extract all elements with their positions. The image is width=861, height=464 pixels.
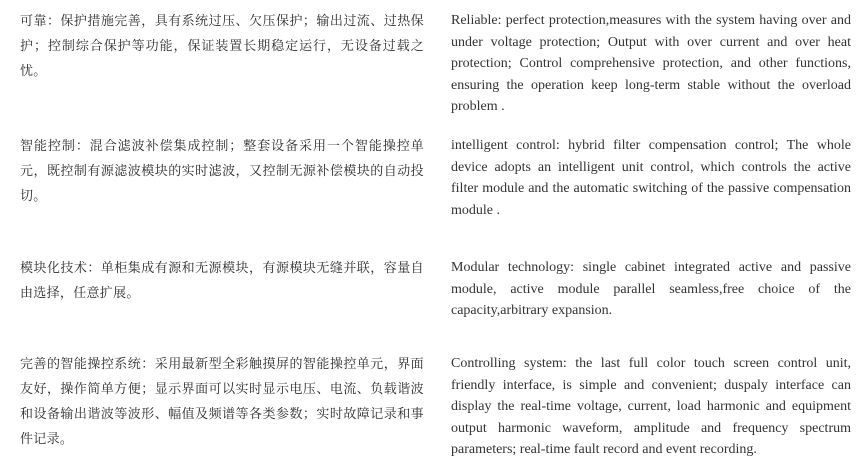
- feature-modular-en: Modular technology: single cabinet integrated active and passive module, active module parallel seamless,free choice of the capacity,arbitrary expansion.: [451, 260, 851, 318]
- feature-control-system-en: Controlling system: the last full color touch screen control unit, friendly interface, is simple and convenient; duspaly interface can display the real-time voltage, current, load harmonic and equipment output harmonic waveform, amplitude and frequency spectrum parameters; real-time fault record and event recording.: [451, 356, 851, 457]
- feature-reliable-zh: 可靠：保护措施完善，具有系统过压、欠压保护；输出过流、过热保护；控制综合保护等功能，保证装置长期稳定运行，无设备过载之忧。: [20, 14, 424, 79]
- feature-modular-zh: 模块化技术：单柜集成有源和无源模块，有源模块无缝并联，容量自由选择，任意扩展。: [20, 261, 424, 301]
- feature-control-system-zh: 完善的智能操控系统：采用最新型全彩触摸屏的智能操控单元，界面友好，操作简单方便；显示界面可以实时显示电压、电流、负载谐波和设备输出谐波等波形、幅值及频谱等各类参数；实时故障记录和事件记录。: [20, 357, 424, 447]
- feature-reliable-en: Reliable: perfect protection,measures with the system having over and under voltage protection; Output with over current and over heat protection; Control comprehensive protection, and other functions, ensuring the operation keep long-term stable without the overload problem .: [451, 13, 851, 114]
- feature-intelligent-control-zh: 智能控制：混合滤波补偿集成控制；整套设备采用一个智能操控单元，既控制有源滤波模块的实时滤波，又控制无源补偿模块的自动投切。: [20, 139, 424, 204]
- feature-intelligent-control-en: intelligent control: hybrid filter compensation control; The whole device adopts an intelligent unit control, which controls the active filter module and the automatic switching of the passive compensation module .: [451, 138, 851, 218]
